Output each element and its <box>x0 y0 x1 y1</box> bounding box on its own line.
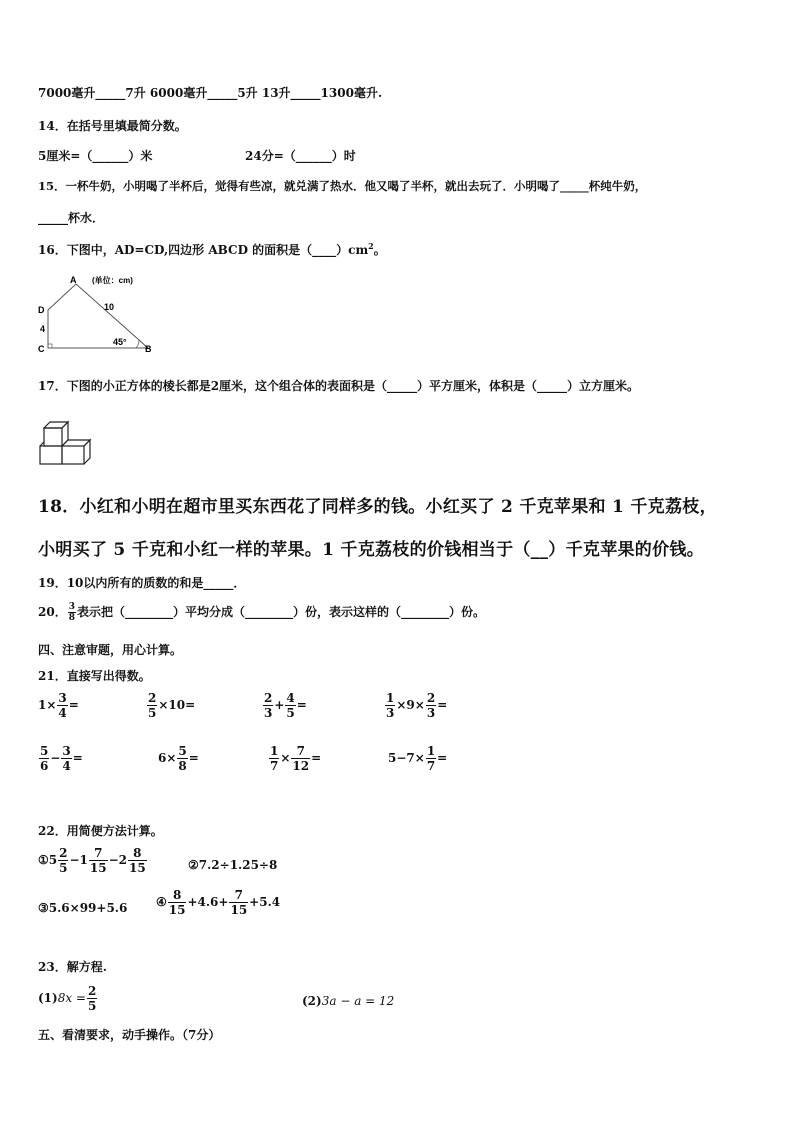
q21-r1-a: 1× $\frac{3}{4}$ = <box>38 691 79 720</box>
label-c: C <box>38 344 45 354</box>
q19-text: 19．10以内所有的质数的和是_____． <box>38 576 246 590</box>
q22-expr-3: ③5.6×99+5.6 <box>38 901 128 915</box>
q21-r2-a: $\frac{5}{6}$ − $\frac{3}{4}$ = <box>40 744 83 773</box>
q21-r2-b: 6× $\frac{5}{8}$ = <box>158 744 199 773</box>
q14-part-b: 24分=（______）时 <box>245 149 356 163</box>
q18-line1: 18．小红和小明在超市里买东西花了同样多的钱。小红买了 2 千克苹果和 1 千克荔枝， <box>38 497 717 517</box>
q15-line1: 15．一杯牛奶，小明喝了半杯后，觉得有些凉，就兑满了热水．他又喝了半杯，就出去玩了．小明喝了_____杯纯牛奶， <box>38 179 647 193</box>
fraction: $\frac{3}{8}$ <box>68 602 75 623</box>
q20-line: 20． $\frac{3}{8}$ 表示把（________）平均分成（________）份，表示这样的（________）份。 <box>38 602 485 623</box>
q18-line2: 小明买了 5 千克和小红一样的苹果。1 千克荔枝的价钱相当于（__）千克苹果的价钱。 <box>38 540 705 560</box>
q21-r1-b: $\frac{2}{5}$ ×10= <box>148 691 196 720</box>
q21-r1-d: $\frac{1}{3}$ ×9× $\frac{2}{3}$ = <box>386 691 448 720</box>
q13-text: 7000毫升_____7升 6000毫升_____5升 13升_____1300毫升. <box>38 86 383 100</box>
q22-expr-2: ②7.2÷1.25÷8 <box>188 858 278 872</box>
q22-expr-4: ④ $\frac{8}{15}$ +4.6+ $\frac{7}{15}$ +5.4 <box>156 888 281 917</box>
label-b: B <box>145 344 152 354</box>
q21-r2-d: 5−7× $\frac{1}{7}$ = <box>388 744 448 773</box>
angle-label: 45° <box>113 337 127 347</box>
q16-title: 16．下图中，AD=CD,四边形 ABCD 的面积是$(\_\_\_\_)cm^2$。 <box>38 241 386 257</box>
section-4-heading: 四、注意审题，用心计算。 <box>38 643 183 657</box>
q23-title: 23．解方程. <box>38 960 107 974</box>
q22-title: 22．用简便方法计算。 <box>38 824 163 838</box>
q14-part-a: 5厘米=（______）米 <box>38 149 153 163</box>
q23-eq-1: (1)8x = $\frac{2}{5}$ <box>38 984 97 1013</box>
q17-text: 17．下图的小正方体的棱长都是2厘米，这个组合体的表面积是（_____）平方厘米，体积是（_____）立方厘米。 <box>38 379 640 393</box>
section-5-heading: 五、看清要求，动手操作。（7分） <box>38 1028 221 1042</box>
label-a: A <box>70 275 77 285</box>
q21-title: 21．直接写出得数。 <box>38 669 151 683</box>
q21-r2-c: $\frac{1}{7}$ × $\frac{7}{12}$ = <box>270 744 322 773</box>
length-cd: 4 <box>40 324 46 334</box>
cube-assembly-figure <box>36 410 94 468</box>
label-d: D <box>38 305 45 315</box>
q22-expr-1: ①5 $\frac{2}{5}$ −1 $\frac{7}{15}$ −2 $\frac{8}{15}$ <box>38 846 146 875</box>
q23-eq-2: (2)3a − a = 12 <box>302 994 395 1008</box>
q14-title: 14．在括号里填最简分数。 <box>38 119 187 133</box>
q21-r1-c: $\frac{2}{3}$ + $\frac{4}{5}$ = <box>264 691 307 720</box>
unit-label: (单位：cm) <box>92 276 133 285</box>
length-ab: 10 <box>104 302 115 312</box>
quadrilateral-figure <box>36 272 166 358</box>
q15-line2: _____杯水． <box>38 211 105 225</box>
